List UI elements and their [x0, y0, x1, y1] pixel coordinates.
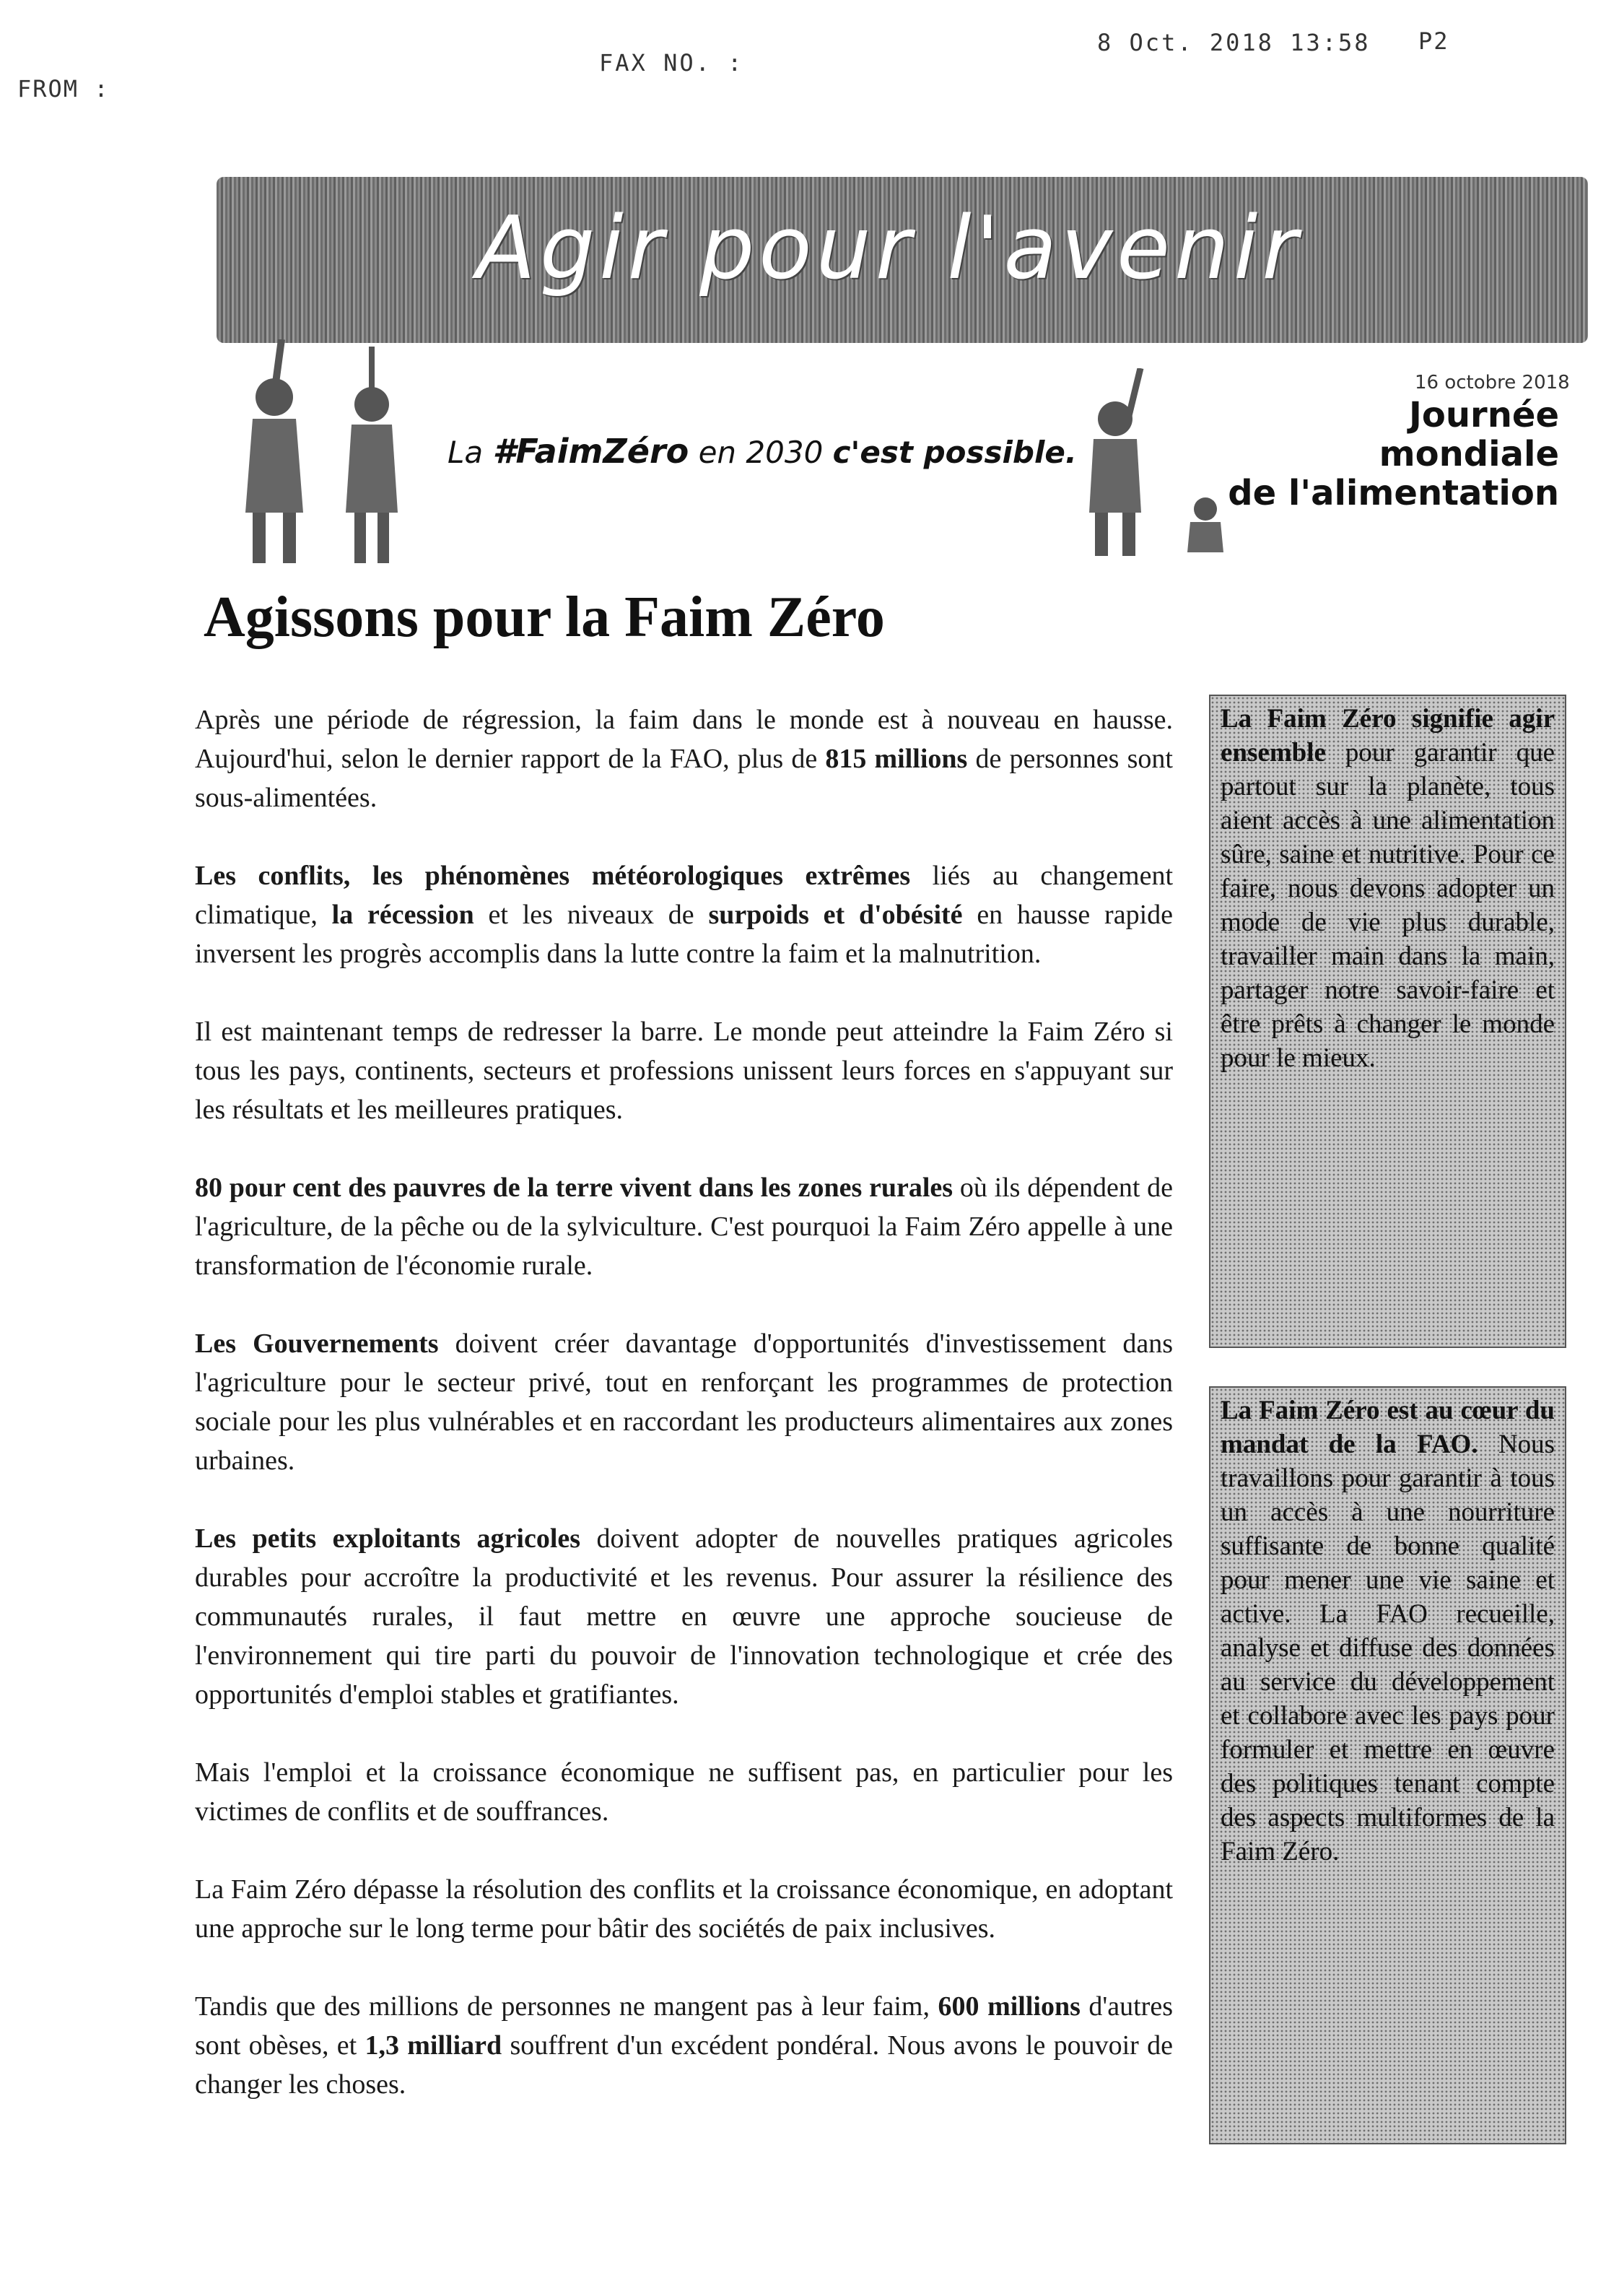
- article-paragraph: [195, 856, 1173, 973]
- paragraph-text: liés au changement climatique,: [195, 861, 1173, 930]
- tagline-year: en 2030: [698, 435, 824, 470]
- sidebar-heading: La Faim Zéro signifie agir ensemble: [1221, 704, 1555, 767]
- paragraph-text: doivent créer davantage d'opportunités d'investissement dans l'agriculture pour le secteur privé, tout en renforçant les programmes de protection sociale pour les plus vulnérables et en raccordant les producteurs alimentaires aux zones urbaines.: [195, 1329, 1173, 1476]
- tagline-end: c'est possible.: [832, 435, 1077, 470]
- fax-date-time: 8 Oct. 2018 13:58: [1097, 29, 1371, 56]
- paragraph-text: en hausse rapide inversent les progrès accomplis dans la lutte contre la faim et la malnutrition.: [195, 900, 1174, 969]
- child-figure-icon: [336, 347, 408, 570]
- banner-title: Agir pour l'avenir: [476, 199, 1302, 299]
- emphasis-text: Les Gouvernements: [195, 1329, 439, 1359]
- article-paragraph: [195, 700, 1173, 817]
- event-title-line: de l'alimentation: [1228, 473, 1559, 513]
- emphasis-text: 1,3 milliard: [365, 2030, 502, 2061]
- article-paragraph: [195, 1987, 1173, 2104]
- event-title: [1220, 396, 1559, 513]
- campaign-banner: [217, 177, 1588, 343]
- emphasis-text: 815 millions: [825, 744, 968, 774]
- article-headline: Agissons pour la Faim Zéro: [204, 586, 885, 649]
- fax-number-label: FAX NO. :: [599, 49, 744, 77]
- fax-from-label: FROM :: [17, 75, 110, 103]
- article-paragraph: [195, 1012, 1173, 1129]
- paragraph-text: Il est maintenant temps de redresser la barre. Le monde peut atteindre la Faim Zéro si tous les pays, continents, secteurs et professions unissent leurs forces en s'appuyant sur les résultats et les meilleures pratiques.: [195, 1017, 1173, 1125]
- emphasis-text: la récession: [331, 900, 474, 930]
- paragraph-text: Tandis que des millions de personnes ne mangent pas à leur faim,: [195, 1991, 938, 2022]
- child-figure-icon: [231, 339, 318, 570]
- sidebar-text: pour garantir que partout sur la planète, tous aient accès à une alimentation sûre, saine et nutritive. Pour ce faire, nous devons adopter un mode de vie plus durable, travailler main dans la main, partager notre savoir-faire et être prêts à changer le monde pour le mieux.: [1221, 738, 1555, 1073]
- campaign-tagline: [448, 432, 1077, 471]
- paragraph-text: d'autres sont obèses, et: [195, 1991, 1173, 2061]
- paragraph-text: de personnes sont sous-alimentées.: [195, 744, 1173, 813]
- emphasis-text: Les petits exploitants agricoles: [195, 1523, 581, 1554]
- sidebar-heading: La Faim Zéro est au cœur du mandat de la FAO.: [1221, 1396, 1555, 1459]
- event-title-line: mondiale: [1379, 434, 1559, 474]
- sidebar-box: [1209, 1386, 1566, 2144]
- paragraph-text: souffrent d'un excédent pondéral. Nous avons le pouvoir de changer les choses.: [195, 2030, 1173, 2100]
- tagline-prefix: La: [448, 435, 484, 470]
- paragraph-text: Mais l'emploi et la croissance économique ne suffisent pas, en particulier pour les victimes de conflits et de souffrances.: [195, 1757, 1173, 1827]
- fax-page-number: P2: [1418, 27, 1449, 55]
- event-date: 16 octobre 2018: [1415, 372, 1570, 393]
- article-paragraph: [195, 1324, 1173, 1480]
- article-body: [195, 700, 1173, 2143]
- article-paragraph: [195, 1168, 1173, 1285]
- tagline-hashtag: #FaimZéro: [492, 432, 689, 471]
- article-paragraph: [195, 1870, 1173, 1948]
- emphasis-text: surpoids et d'obésité: [708, 900, 963, 930]
- emphasis-text: 80 pour cent des pauvres de la terre vivent dans les zones rurales: [195, 1173, 953, 1203]
- paragraph-text: La Faim Zéro dépasse la résolution des conflits et la croissance économique, en adoptant une approche sur le long terme pour bâtir des sociétés de paix inclusives.: [195, 1874, 1173, 1944]
- paragraph-text: doivent adopter de nouvelles pratiques agricoles durables pour accroître la productivité et les revenus. Pour assurer la résilience des communautés rurales, il faut mettre en œuvre une approche soucieuse de l'environnement qui tire parti du pouvoir de l'innovation technologique et crée des opportunités d'emploi stables et gratifiantes.: [195, 1523, 1173, 1710]
- child-figure-icon: [1072, 368, 1158, 563]
- article-paragraph: [195, 1753, 1173, 1831]
- sidebar-box: [1209, 695, 1566, 1348]
- paragraph-text: et les niveaux de: [473, 900, 709, 930]
- event-title-line: Journée: [1409, 395, 1559, 435]
- emphasis-text: Les conflits, les phénomènes météorologiques extrêmes: [195, 861, 911, 891]
- paragraph-text: où ils dépendent de l'agriculture, de la pêche ou de la sylviculture. C'est pourquoi la Faim Zéro appelle à une transformation de l'économie rurale.: [195, 1173, 1173, 1281]
- sidebar-text: Nous travaillons pour garantir à tous un accès à une nourriture suffisante de bonne qualité pour mener une vie saine et active. La FAO recueille, analyse et diffuse des données au service du développement et collabore avec les pays pour formuler et mettre en œuvre des politiques tenant compte des aspects multiformes de la Faim Zéro.: [1221, 1430, 1555, 1866]
- emphasis-text: 600 millions: [938, 1991, 1081, 2022]
- article-paragraph: [195, 1519, 1173, 1714]
- paragraph-text: Après une période de régression, la faim dans le monde est à nouveau en hausse. Aujourd'hui, selon le dernier rapport de la FAO, plus de: [195, 705, 1173, 774]
